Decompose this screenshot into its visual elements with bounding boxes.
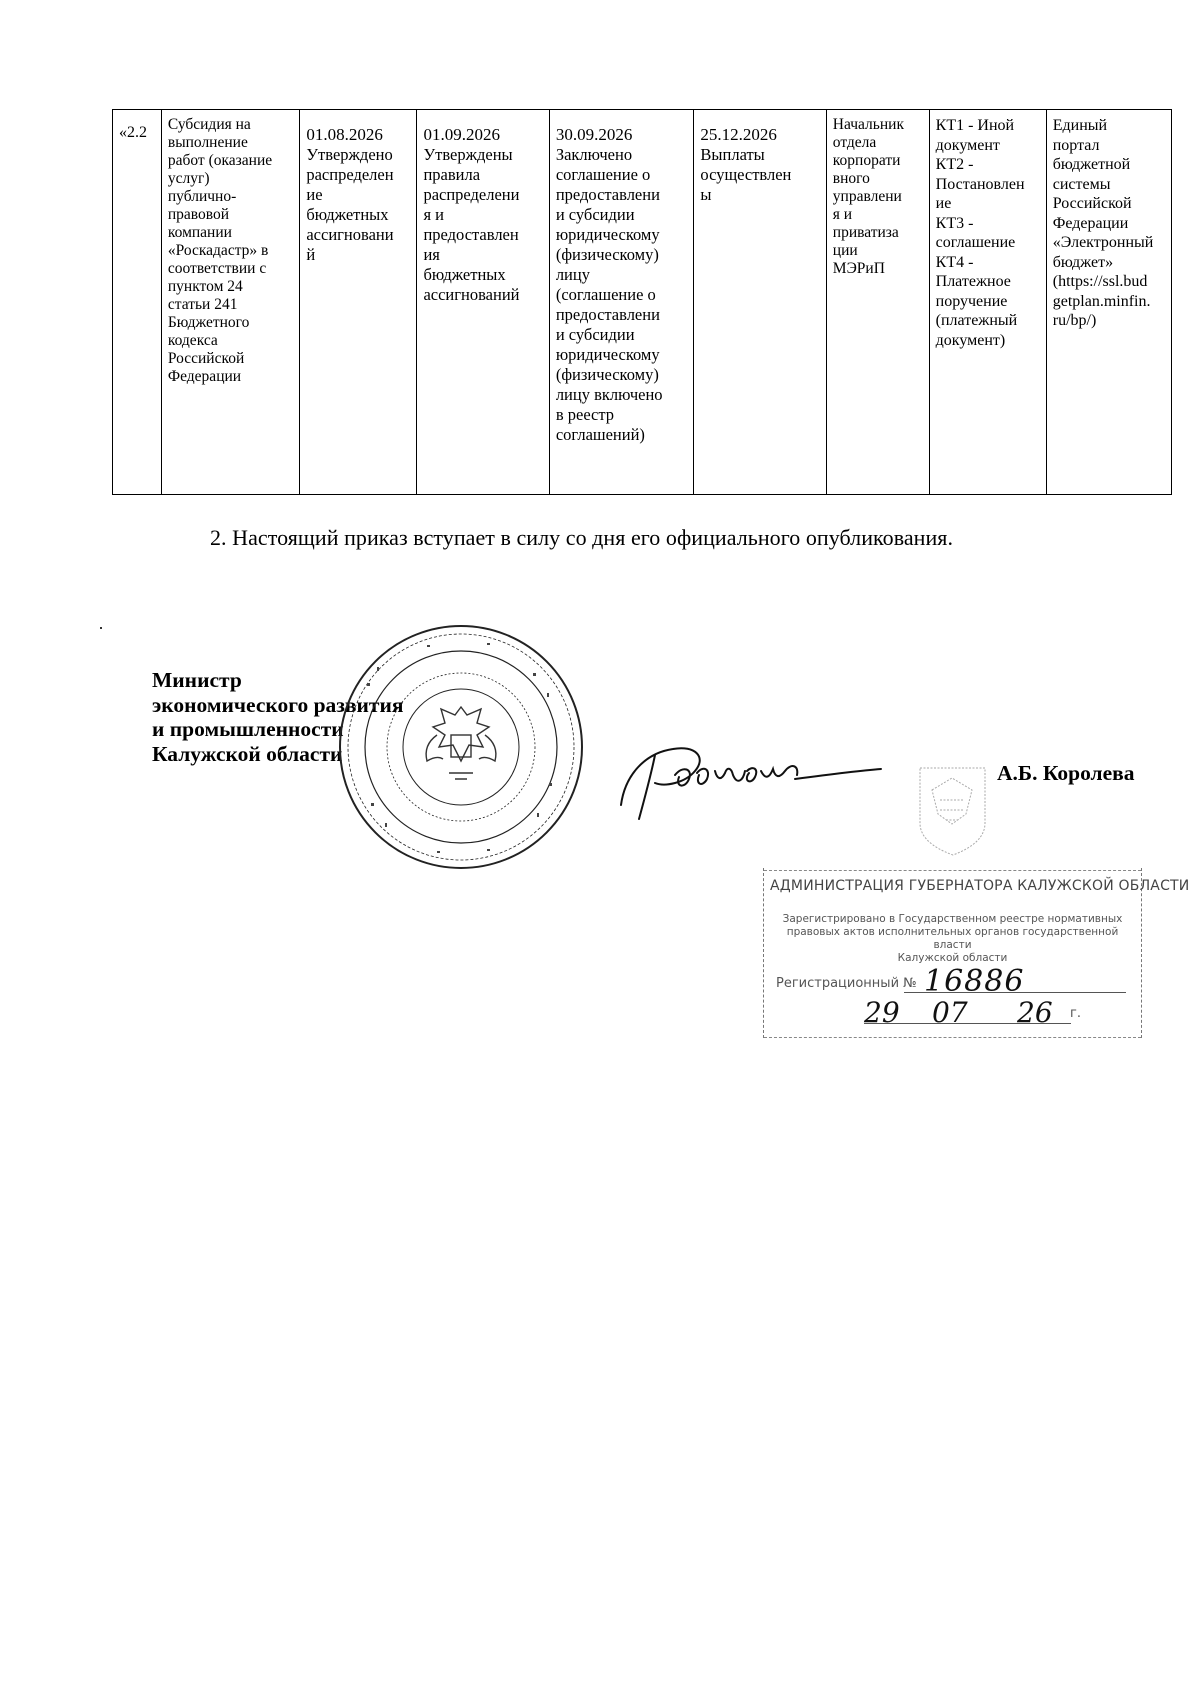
stamp-bottom-border [764, 1037, 1141, 1038]
clause-2-paragraph: 2. Настоящий приказ вступает в силу со дня его официального опубликования. [210, 525, 954, 550]
stamp-body-text: Зарегистрировано в Государственном реестре нормативных правовых актов исполнительных органов государственной власти Калужской области [782, 913, 1123, 964]
registration-date-day: 29 [864, 996, 900, 1029]
registration-date-year: 26 [1017, 996, 1053, 1029]
scan-speck [100, 627, 102, 629]
signer-name: А.Б. Королева [997, 761, 1135, 785]
doc-types-cell: КТ1 - Иной документ КТ2 - Постановлен ие КТ3 - соглашение КТ4 - Платежное поручение (платежный документ) [929, 110, 1046, 495]
table-row [113, 110, 1172, 495]
year-suffix: г. [1070, 1006, 1081, 1021]
events-table [112, 109, 1172, 495]
signer-title: Министр экономического развития и промышленности Калужской области [152, 668, 404, 766]
cp3-date: 30.09.2026 [555, 125, 633, 144]
cp2-text: Утверждены правила распределени я и предоставлен ия бюджетных ассигнований [423, 145, 520, 304]
registration-number-label: Регистрационный № [776, 976, 917, 991]
control-point-2 [417, 110, 549, 495]
cp2-date: 01.09.2026 [423, 125, 500, 144]
control-point-1 [300, 110, 417, 495]
cp4-text: Выплаты осуществлен ы [700, 145, 792, 204]
cp1-date: 01.08.2026 [306, 125, 383, 144]
event-cell: Субсидия на выполнение работ (оказание услуг) публично- правовой компании «Роскадастр» в соответствии с пунктом 24 статьи 241 Бюджетного кодекса Российской Федерации [161, 110, 299, 495]
registration-stamp [763, 868, 1190, 1038]
info-system-cell: Единый портал бюджетной системы Российской Федерации «Электронный бюджет» (https://ssl.bud getplan.minfin. ru/bp/) [1046, 110, 1171, 495]
control-point-3 [549, 110, 694, 495]
cp1-text: Утверждено распределен ие бюджетных ассигновани й [306, 145, 394, 264]
responsible-cell: Начальник отдела корпорати вного управлени я и приватиза ции МЭРиП [826, 110, 929, 495]
row-number: «2.2 [113, 110, 162, 495]
control-point-4 [694, 110, 826, 495]
emblem-stamp-icon [910, 760, 995, 860]
stamp-header: АДМИНИСТРАЦИЯ ГУБЕРНАТОРА КАЛУЖСКОЙ ОБЛАСТИ [770, 878, 1190, 894]
registration-date-month: 07 [932, 996, 968, 1029]
registration-number: 16886 [924, 964, 1025, 999]
official-seal [337, 623, 585, 871]
cp4-date: 25.12.2026 [700, 125, 777, 144]
cp3-text: Заключено соглашение о предоставлени и субсидии юридическому (физическому) лицу (соглашение о предоставлени и субсидии юридическому (физическому) лицу включено в реестр соглашений) [555, 145, 663, 444]
stamp-top-border [764, 870, 1141, 871]
handwritten-signature [615, 735, 885, 825]
